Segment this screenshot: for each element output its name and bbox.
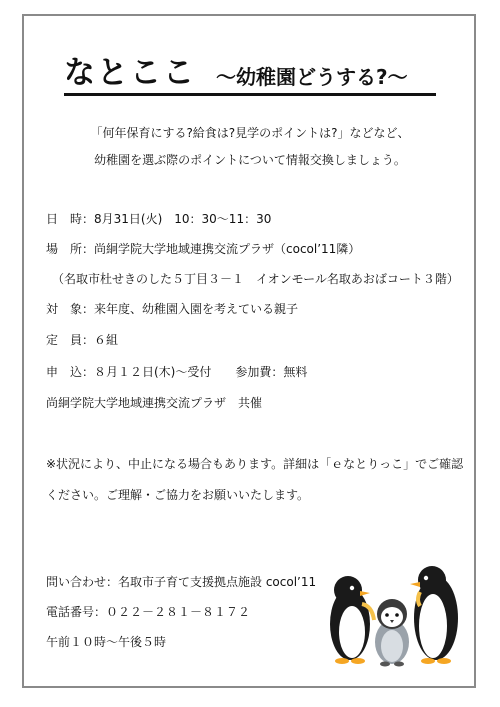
penguin-family-illustration <box>320 560 470 670</box>
notice-line-2: ください。ご理解・ご協力をお願いいたします。 <box>46 488 310 502</box>
intro-line-2: 幼稚園を選ぶ際のポイントについて情報交換しましょう。 <box>94 153 406 167</box>
event-place: 場 所：尚絅学院大学地域連携交流プラザ（cocol’11隣） <box>46 242 361 256</box>
flyer-title <box>64 40 436 96</box>
event-address: （名取市杜せきのした５丁目３－１ イオンモール名取あおばコート３階） <box>52 272 459 286</box>
title-sub: ～幼稚園どうする?～ <box>216 65 408 89</box>
intro-line-1: 「何年保育にする?給食は?見学のポイントは?」などなど、 <box>90 126 410 140</box>
event-application: 申 込：８月１２日(木)～受付 参加費：無料 <box>46 365 308 379</box>
contact-hours: 午前１０時～午後５時 <box>46 635 167 649</box>
title-main: なとここ <box>64 55 196 91</box>
penguin-chick-icon <box>375 599 409 667</box>
contact-inquiry: 問い合わせ：名取市子育て支援拠点施設 cocol’11 <box>46 575 317 589</box>
notice-line-1: ※状況により、中止になる場合もあります。詳細は「ｅなとりっこ」でご確認 <box>46 457 464 471</box>
event-target: 対 象：来年度、幼稚園入園を考えている親子 <box>46 302 299 316</box>
event-capacity: 定 員：６組 <box>46 333 119 347</box>
penguin-left-icon <box>330 576 374 664</box>
event-date: 日 時：8月31日(火) 10：30～11：30 <box>46 212 272 226</box>
penguin-right-icon <box>410 566 458 664</box>
event-cohost: 尚絅学院大学地域連携交流プラザ 共催 <box>46 396 263 410</box>
contact-phone: 電話番号：０２２－２８１－８１７２ <box>46 605 251 619</box>
